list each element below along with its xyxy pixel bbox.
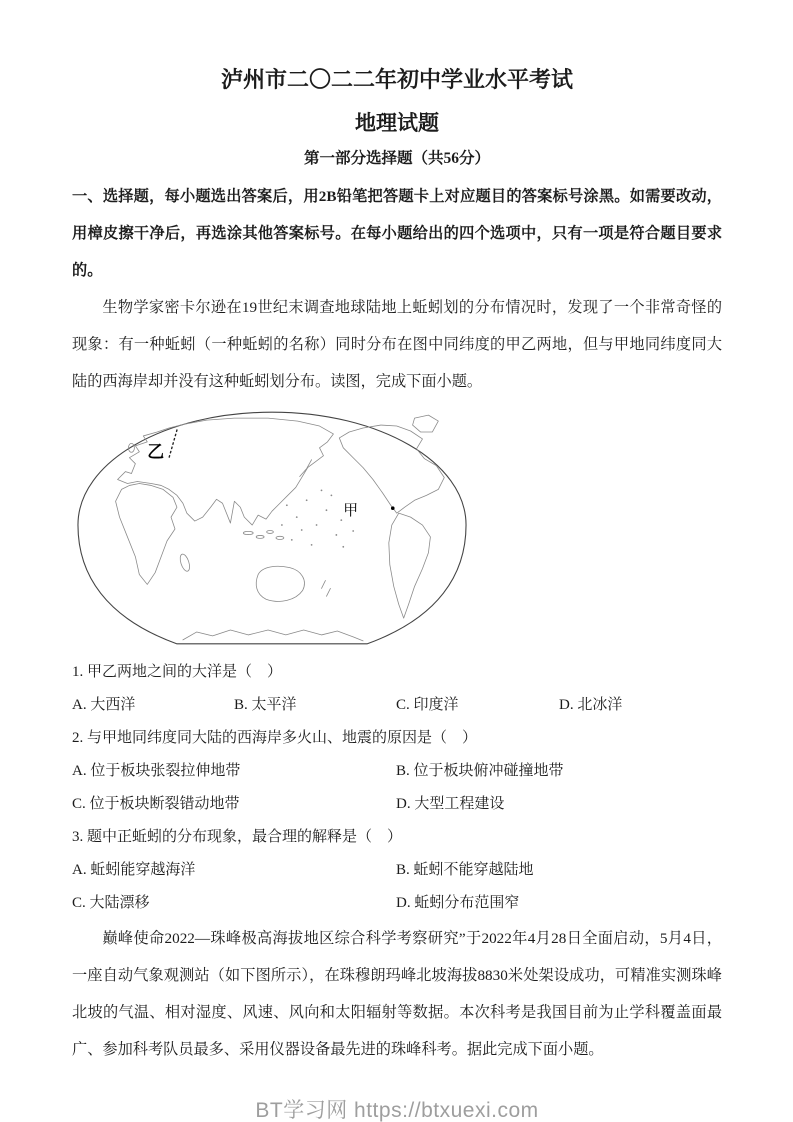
question-1-option-c[interactable]: C. 印度洋 [396, 697, 459, 713]
map-north-america [339, 425, 444, 513]
passage-earthworm: 生物学家密卡尔逊在19世纪末调查地球陆地上蚯蚓划的分布情况时，发现了一个非常奇怪的现象：有一种蚯蚓（一种蚯蚓的名称）同时分布在图中同纬度的甲乙两地，但与甲地同纬度同大陆的西海岸却并没有这种蚯蚓划分布。读图，完成下面小题。 [72, 299, 722, 390]
question-3-stem: 3. 题中正蚯蚓的分布现象，最合理的解释是（ ） [72, 829, 403, 845]
map-indonesia [243, 531, 253, 534]
section-heading: 第一部分选择题（共56分） [303, 150, 490, 167]
question-1-options [72, 689, 722, 722]
question-3-option-d[interactable]: D. 蚯蚓分布范围窄 [396, 895, 520, 911]
map-south-america [389, 513, 431, 618]
world-map [74, 406, 470, 652]
exam-subject-title: 地理试题 [355, 111, 439, 135]
question-3-options [72, 854, 722, 920]
question-2-stem: 2. 与甲地同纬度同大陆的西海岸多火山、地震的原因是（ ） [72, 730, 478, 746]
question-2-option-c[interactable]: C. 位于板块断裂错动地带 [72, 796, 240, 812]
map-label-jia: 甲 [343, 503, 359, 520]
question-2 [72, 722, 722, 821]
map-label-yi: 乙 [147, 442, 165, 462]
map-africa [116, 483, 177, 584]
question-2-options [72, 755, 722, 821]
map-island [267, 530, 274, 533]
map-eurasia [118, 418, 334, 525]
question-2-option-d[interactable]: D. 大型工程建设 [396, 796, 505, 812]
question-1-option-b[interactable]: B. 太平洋 [234, 697, 297, 713]
question-3 [72, 821, 722, 920]
world-map-figure [74, 406, 470, 652]
map-island [276, 536, 284, 539]
map-australia [256, 566, 304, 601]
question-1-option-a[interactable]: A. 大西洋 [72, 697, 136, 713]
map-madagascar [178, 553, 191, 572]
exam-title: 泸州市二〇二二年初中学业水平考试 [220, 67, 573, 92]
map-greenland [413, 415, 439, 432]
map-dotted-line [169, 430, 177, 458]
map-island [256, 535, 264, 538]
question-3-option-b[interactable]: B. 蚯蚓不能穿越陆地 [396, 862, 534, 878]
map-japan [300, 460, 312, 477]
map-antarctica [183, 630, 363, 641]
question-1 [72, 656, 722, 722]
question-1-option-d[interactable]: D. 北冰洋 [559, 697, 623, 713]
question-2-option-a[interactable]: A. 位于板块张裂拉伸地带 [72, 763, 241, 779]
question-2-option-b[interactable]: B. 位于板块俯冲碰撞地带 [396, 763, 564, 779]
map-new-zealand [322, 580, 331, 596]
passage-everest: 巅峰使命2022—珠峰极高海拔地区综合科学考察研究”于2022年4月28日全面启动，5月4日，一座自动气象观测站（如下图所示），在珠穆朗玛峰北坡海拔8830米处架设成功，可精准实测珠峰北坡的气温、相对湿度、风速、风向和太阳辐射等数据。本次科考是我国目前为止学科覆盖面最广、参加科考队员最多、采用仪器设备最先进的珠峰科考。据此完成下面小题。 [72, 930, 722, 1058]
question-1-stem: 1. 甲乙两地之间的大洋是（ ） [72, 664, 283, 680]
question-3-option-c[interactable]: C. 大陆漂移 [72, 895, 150, 911]
map-point-marker [391, 506, 395, 510]
question-3-option-a[interactable]: A. 蚯蚓能穿越海洋 [72, 862, 196, 878]
instructions-paragraph: 一、选择题，每小题选出答案后，用2B铅笔把答题卡上对应题目的答案标号涂黑。如需要改动，用樟皮擦干净后，再选涂其他答案标号。在每小题给出的四个选项中，只有一项是符合题目要求的。 [72, 188, 722, 279]
watermark-footer[interactable]: BT学习网 https://btxuexi.com [255, 1099, 539, 1122]
